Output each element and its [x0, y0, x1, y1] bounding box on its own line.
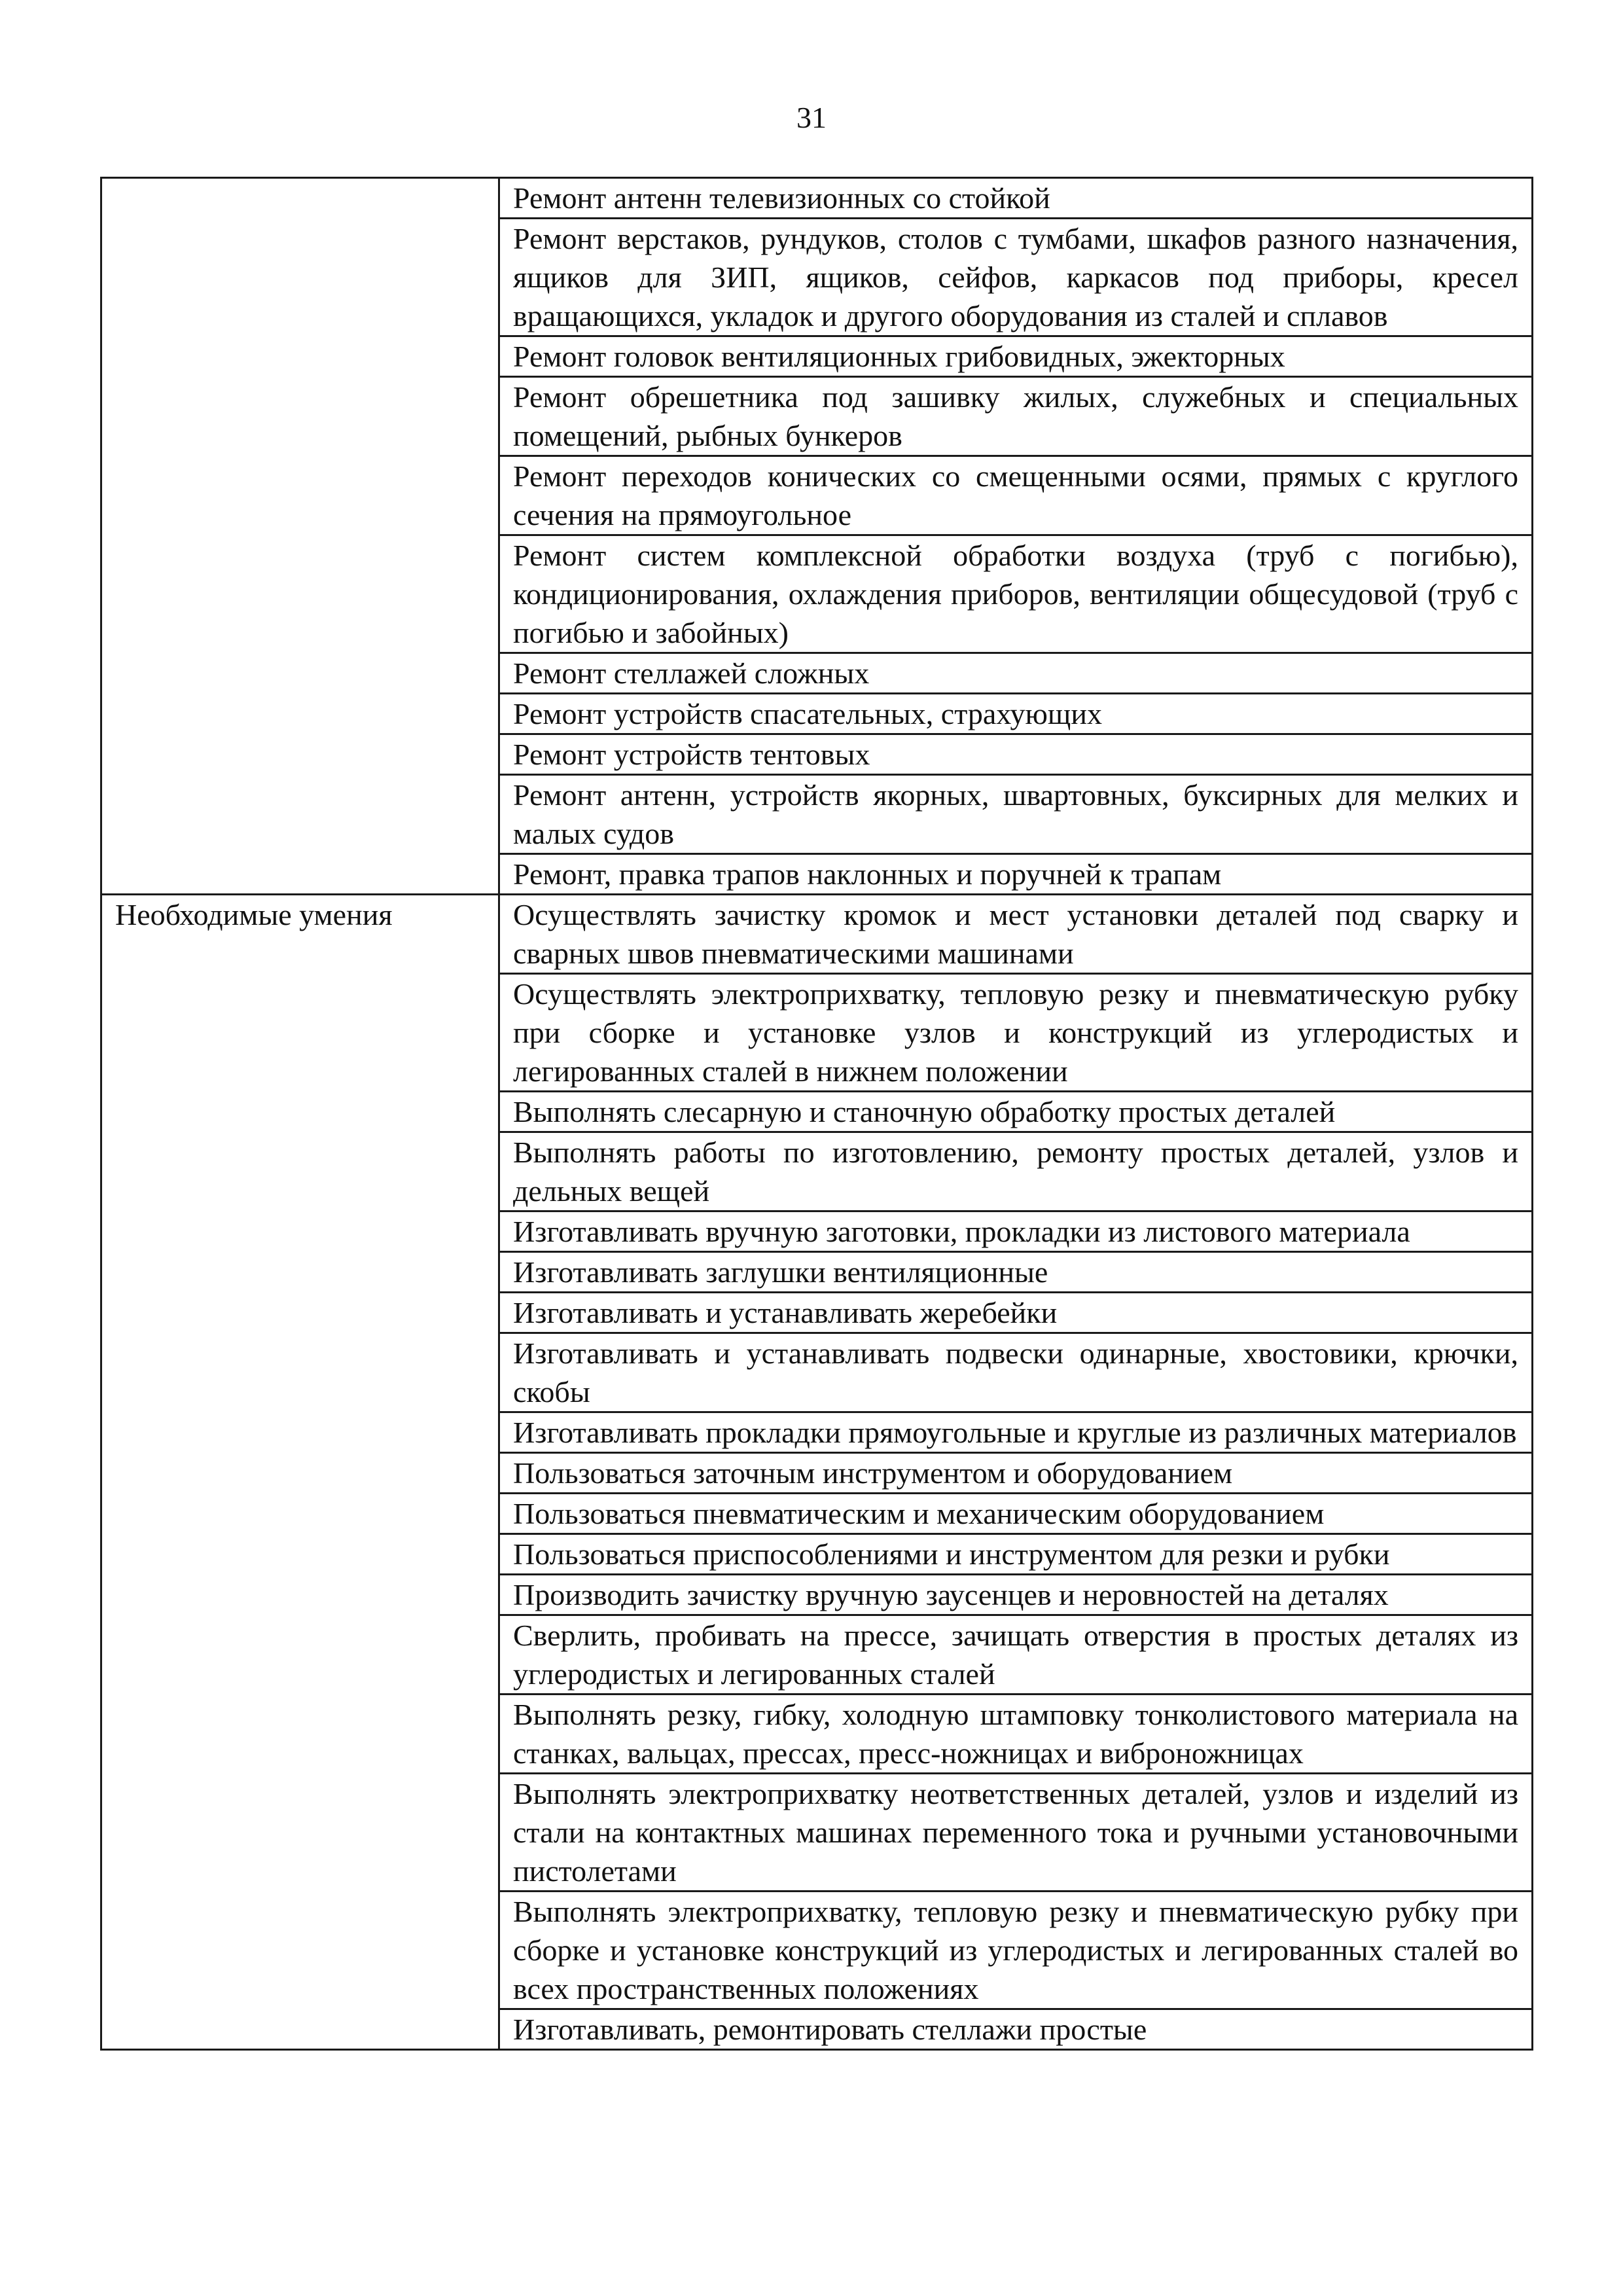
table-cell: Ремонт переходов конических со смещенными осями, прямых с круглого сечения на прямоугольное	[499, 456, 1533, 535]
table-cell: Осуществлять электроприхватку, тепловую резку и пневматическую рубку при сборке и установке узлов и конструкций из углеродистых и легированных сталей в нижнем положении	[499, 974, 1533, 1092]
table-cell: Выполнять слесарную и станочную обработку простых деталей	[499, 1092, 1533, 1132]
table-cell: Изготавливать прокладки прямоугольные и круглые из различных материалов	[499, 1412, 1533, 1453]
table-cell: Пользоваться приспособлениями и инструментом для резки и рубки	[499, 1534, 1533, 1575]
table-cell: Изготавливать, ремонтировать стеллажи простые	[499, 2009, 1533, 2050]
table-cell: Выполнять работы по изготовлению, ремонту простых деталей, узлов и дельных вещей	[499, 1132, 1533, 1211]
table-cell: Ремонт антенн, устройств якорных, швартовных, буксирных для мелких и малых судов	[499, 775, 1533, 854]
section-label-empty	[101, 178, 499, 895]
table-cell: Ремонт головок вентиляционных грибовидных, эжекторных	[499, 336, 1533, 377]
table-cell: Выполнять резку, гибку, холодную штамповку тонколистового материала на станках, вальцах, прессах, пресс-ножницах и виброножницах	[499, 1695, 1533, 1774]
table-cell: Выполнять электроприхватку неответственных деталей, узлов и изделий из стали на контактных машинах переменного тока и ручными установочными пистолетами	[499, 1774, 1533, 1892]
page-number: 31	[796, 101, 827, 134]
requirements-table	[100, 177, 1533, 2051]
table-cell: Ремонт систем комплексной обработки воздуха (труб с погибью), кондиционирования, охлаждения приборов, вентиляции общесудовой (труб с погибью и забойных)	[499, 535, 1533, 653]
table-cell: Изготавливать вручную заготовки, прокладки из листового материала	[499, 1211, 1533, 1252]
table-cell: Ремонт обрешетника под зашивку жилых, служебных и специальных помещений, рыбных бункеров	[499, 377, 1533, 456]
table-cell: Производить зачистку вручную заусенцев и неровностей на деталях	[499, 1575, 1533, 1615]
table-cell: Ремонт устройств спасательных, страхующих	[499, 694, 1533, 734]
table-cell: Ремонт стеллажей сложных	[499, 653, 1533, 694]
section-label-skills: Необходимые умения	[101, 895, 499, 2050]
table-cell: Изготавливать и устанавливать жеребейки	[499, 1293, 1533, 1333]
table-cell: Сверлить, пробивать на прессе, зачищать отверстия в простых деталях из углеродистых и легированных сталей	[499, 1615, 1533, 1695]
table-cell: Ремонт антенн телевизионных со стойкой	[499, 178, 1533, 219]
table-cell: Изготавливать и устанавливать подвески одинарные, хвостовики, крючки, скобы	[499, 1333, 1533, 1412]
table-row	[101, 895, 1533, 974]
table-cell: Осуществлять зачистку кромок и мест установки деталей под сварку и сварных швов пневматическими машинами	[499, 895, 1533, 974]
table-cell: Пользоваться заточным инструментом и оборудованием	[499, 1453, 1533, 1494]
table-row	[101, 178, 1533, 219]
table-cell: Ремонт устройств тентовых	[499, 734, 1533, 775]
table-cell: Ремонт, правка трапов наклонных и поручней к трапам	[499, 854, 1533, 895]
table-cell: Пользоваться пневматическим и механическим оборудованием	[499, 1494, 1533, 1534]
table-cell: Ремонт верстаков, рундуков, столов с тумбами, шкафов разного назначения, ящиков для ЗИП, ящиков, сейфов, каркасов под приборы, кресел вращающихся, укладок и другого оборудования из сталей и сплавов	[499, 219, 1533, 336]
table-cell: Изготавливать заглушки вентиляционные	[499, 1252, 1533, 1293]
table-cell: Выполнять электроприхватку, тепловую резку и пневматическую рубку при сборке и установке конструкций из углеродистых и легированных сталей во всех пространственных положениях	[499, 1892, 1533, 2009]
